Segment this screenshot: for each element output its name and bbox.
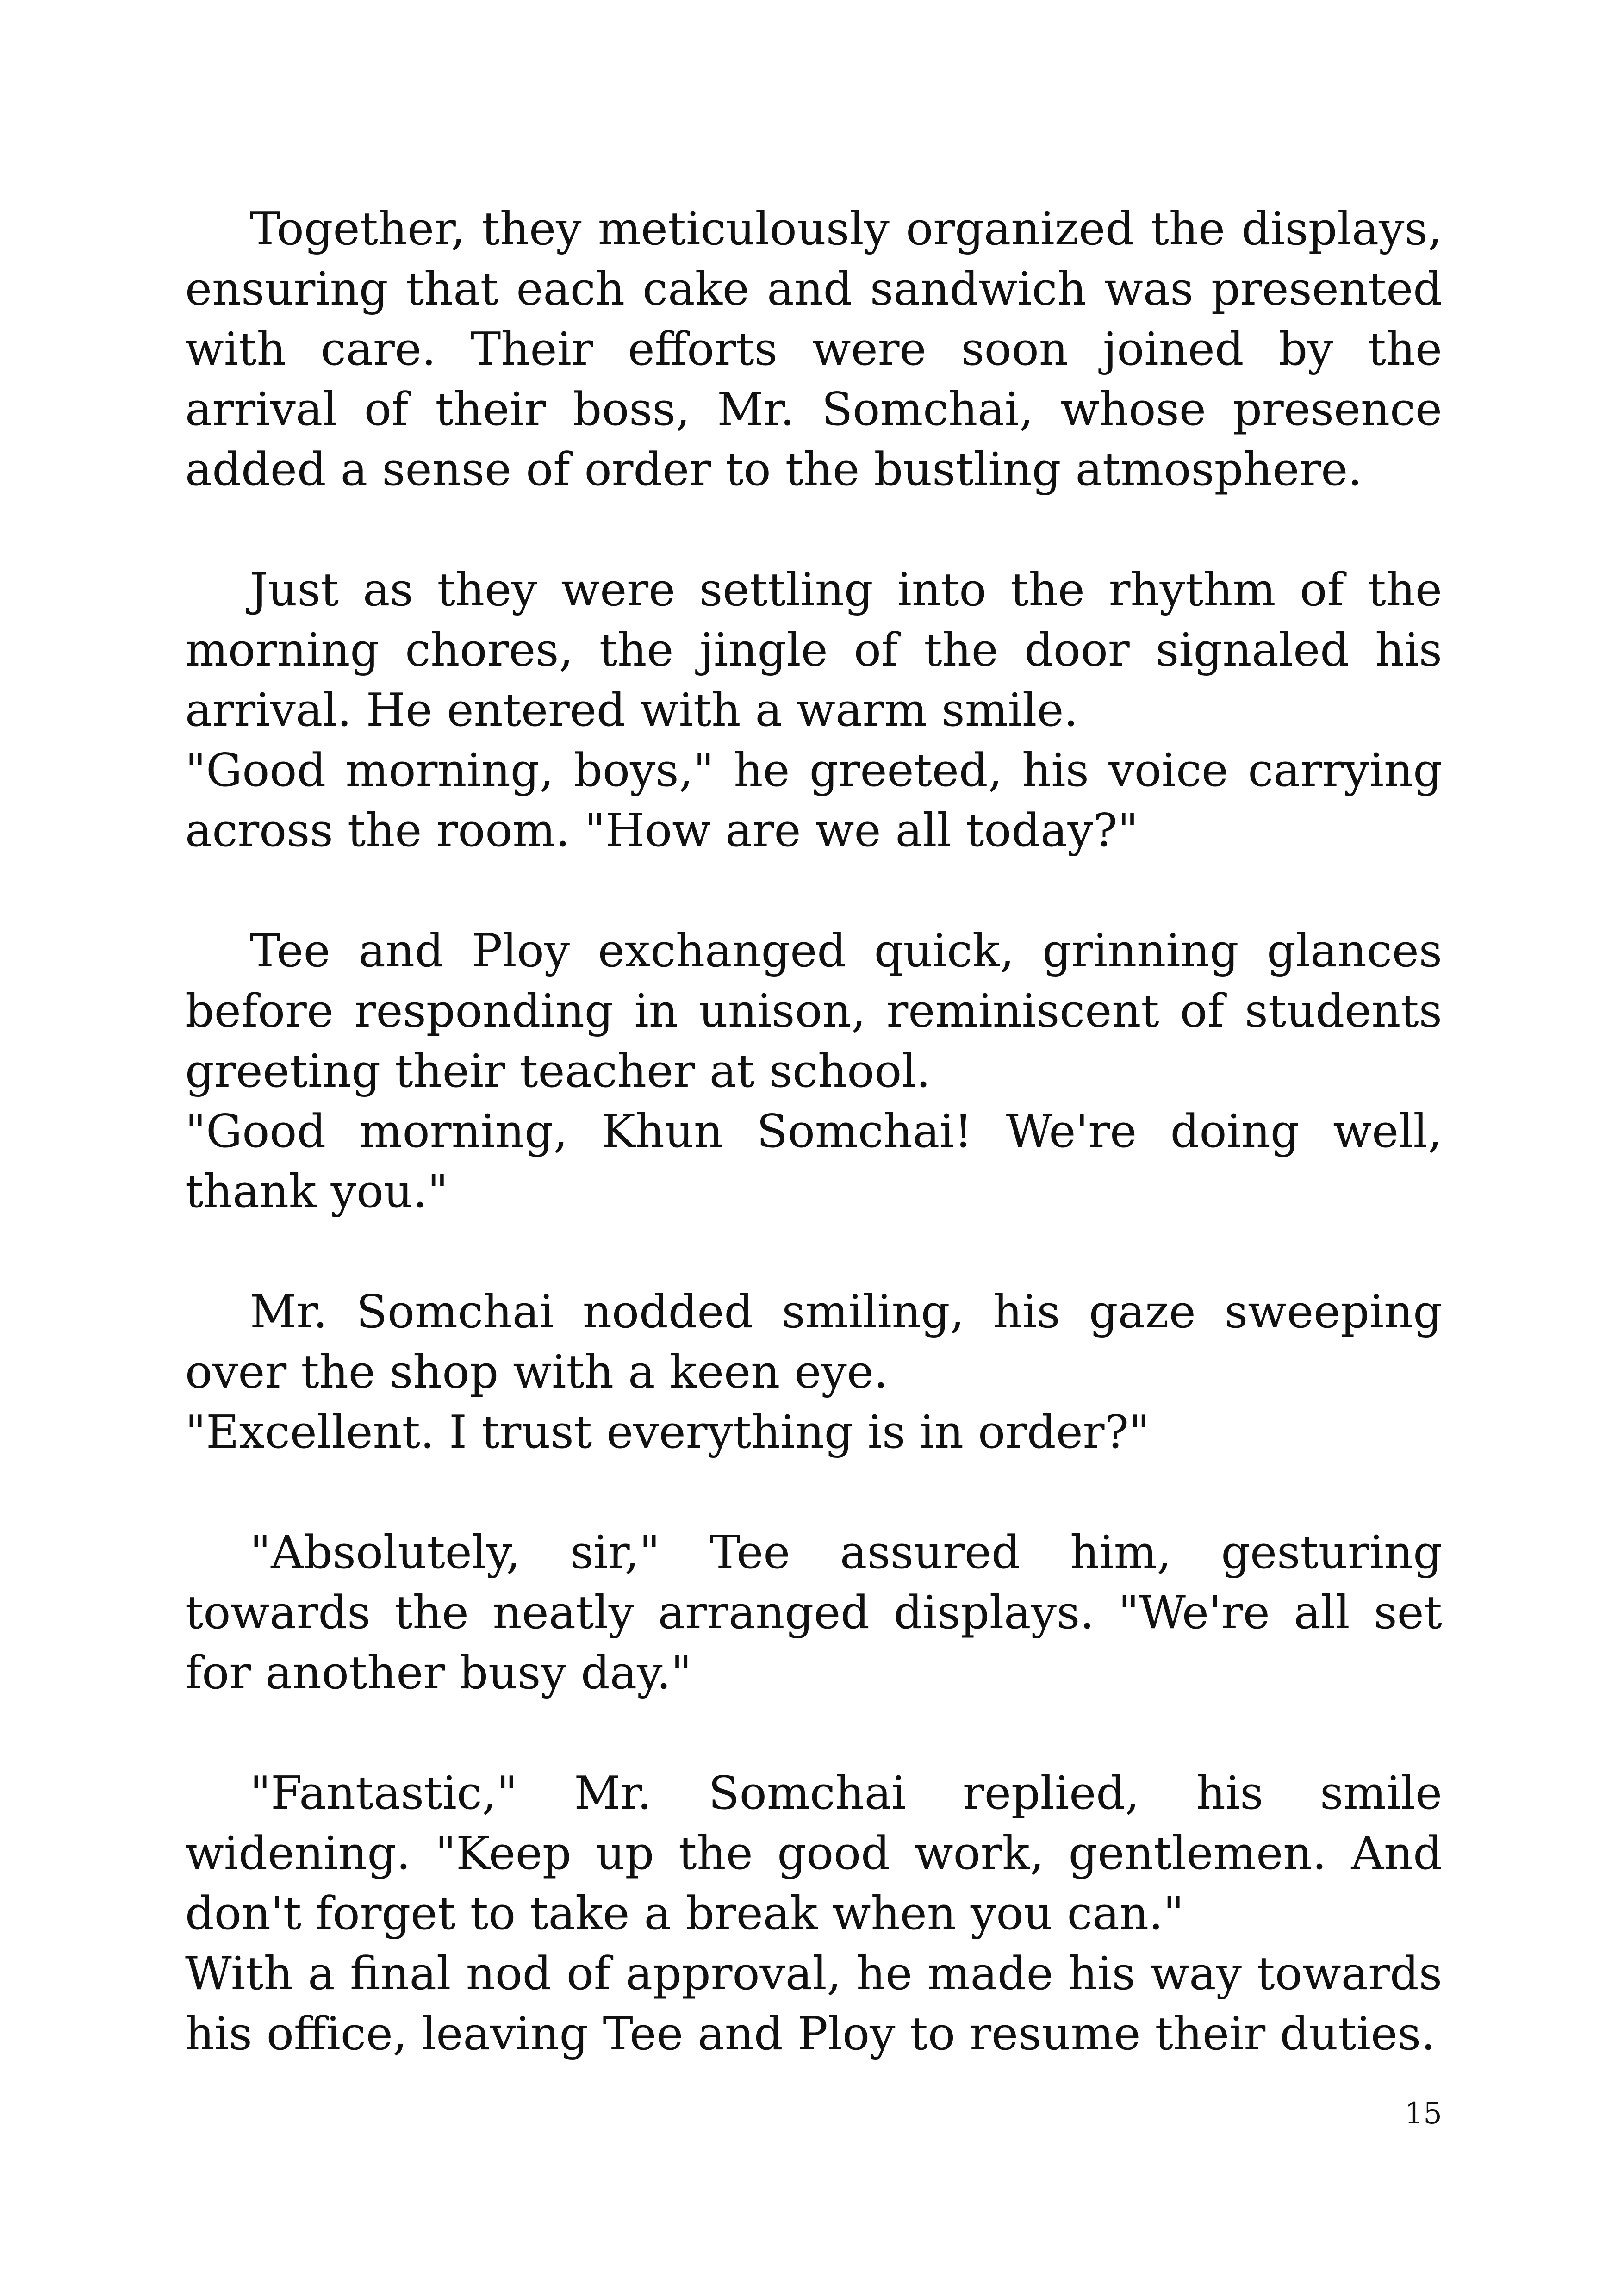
paragraph-fantastic: "Fantastic," Mr. Somchai replied, his smile widening. "Keep up the good work, gentlemen. And don't forget to take a break when you can." xyxy=(185,1767,1442,1940)
page-number: 15 xyxy=(1404,2097,1442,2131)
paragraph-spacer xyxy=(185,1703,1442,1763)
paragraph-gaze-sweeping: Mr. Somchai nodded smiling, his gaze sweeping over the shop with a keen eye. xyxy=(185,1286,1442,1399)
dialogue-greeting: "Good morning, boys," he greeted, his voice carrying across the room. "How are we all today?" xyxy=(185,744,1442,857)
body-text xyxy=(185,199,1442,2064)
dialogue-good-morning-khun: "Good morning, Khun Somchai! We're doing well, thank you." xyxy=(185,1105,1442,1218)
paragraph-spacer xyxy=(185,1222,1442,1282)
paragraph-spacer xyxy=(185,1462,1442,1523)
paragraph-spacer xyxy=(185,861,1442,921)
paragraph-absolutely-sir: "Absolutely, sir," Tee assured him, gesturing towards the neatly arranged displays. "We're all set for another busy day." xyxy=(185,1526,1442,1699)
paragraph-final-nod: With a final nod of approval, he made his way towards his office, leaving Tee and Ploy to resume their duties. xyxy=(185,1948,1442,2060)
dialogue-excellent: "Excellent. I trust everything is in order?" xyxy=(185,1406,1150,1459)
paragraph-boss-arrival: Just as they were settling into the rhythm of the morning chores, the jingle of the door signaled his arrival. He entered with a warm smile. xyxy=(185,564,1442,737)
paragraph-spacer xyxy=(185,500,1442,560)
paragraph-unison-response: Tee and Ploy exchanged quick, grinning glances before responding in unison, reminiscent of students greeting their teacher at school. xyxy=(185,925,1442,1098)
paragraph-organizing-displays: Together, they meticulously organized the displays, ensuring that each cake and sandwich was presented with care. Their efforts were soon joined by the arrival of their boss, Mr. Somchai, whose presence added a sense of order to the bustling atmosphere. xyxy=(185,203,1442,496)
